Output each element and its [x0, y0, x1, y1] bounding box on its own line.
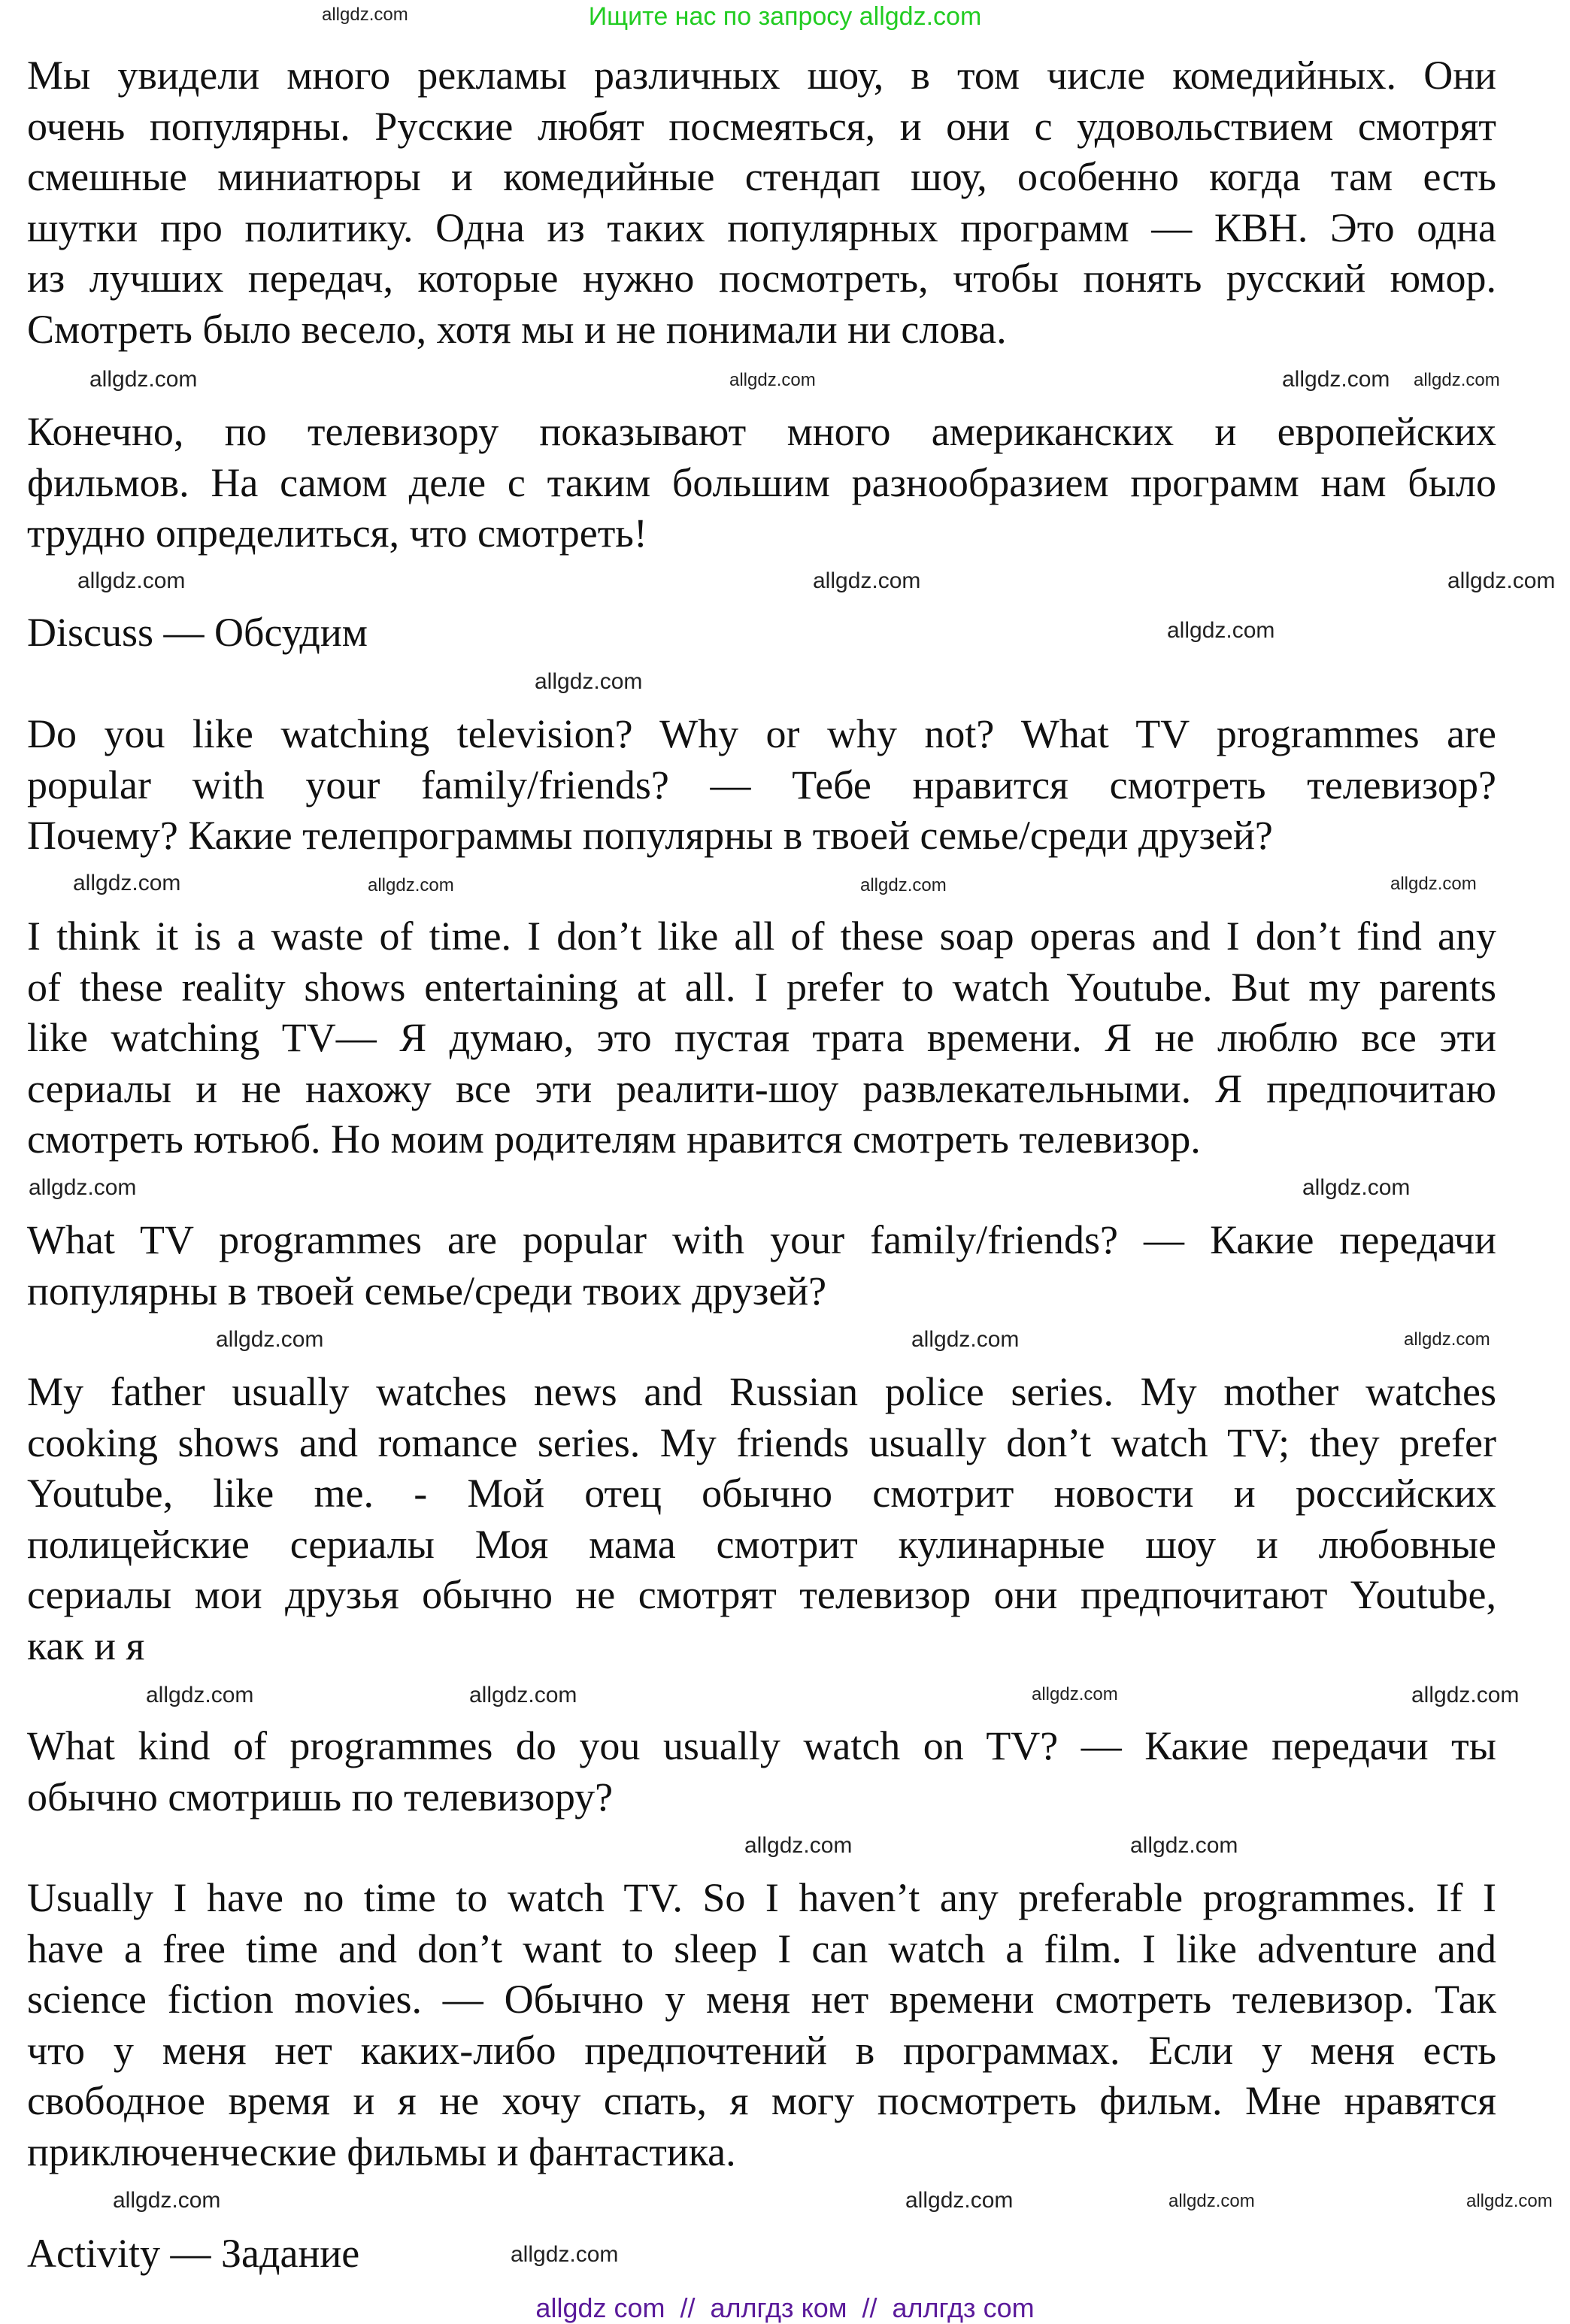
text-line: My father usually watches news and Russian police series. My mother watches — [27, 1369, 1496, 1414]
text-line: смотреть ютьюб. Но моим родителям нравится смотреть телевизор. — [27, 1117, 1201, 1162]
paragraph — [27, 407, 1496, 559]
text-line: popular with your family/friends? — Тебе нравится смотреть телевизор? — [27, 762, 1496, 807]
paragraph — [27, 1215, 1496, 1317]
watermark: allgdz.com — [1168, 2191, 1255, 2211]
text-line: смешные миниатюры и комедийные стендап шоу, особенно когда там есть — [27, 154, 1496, 199]
text-line: фильмов. На самом деле с таким большим разнообразием программ нам было — [27, 459, 1496, 505]
text-line: Конечно, по телевизору показывают много американских и европейских — [27, 409, 1496, 454]
text-line: I think it is a waste of time. I don’t like all of these soap operas and I don’t find any — [27, 914, 1496, 959]
paragraph — [27, 1873, 1496, 2177]
watermark: allgdz.com — [1282, 367, 1390, 392]
paragraph — [27, 1367, 1496, 1671]
watermark: allgdz.com — [29, 1175, 137, 1200]
text-line: science fiction movies. — Обычно у меня нет времени смотреть телевизор. Так — [27, 1977, 1496, 2022]
text-line: Do you like watching television? Why or why not? What TV programmes are — [27, 711, 1496, 756]
watermark: allgdz.com — [511, 2242, 619, 2267]
text-line: сериалы и не нахожу все эти реалити-шоу развлекательными. Я предпочитаю — [27, 1065, 1496, 1111]
text-line: трудно определиться, что смотреть! — [27, 511, 647, 556]
text-line: популярны в твоей семье/среди твоих друзей? — [27, 1268, 827, 1313]
watermark: allgdz.com — [322, 5, 408, 25]
watermark: allgdz.com — [77, 568, 186, 593]
text-line: cooking shows and romance series. My friends usually don’t watch TV; they prefer — [27, 1420, 1496, 1465]
heading-activity: Activity — Задание — [27, 2231, 360, 2276]
paragraph — [27, 911, 1496, 1165]
watermark: allgdz.com — [1404, 1329, 1490, 1350]
watermark: allgdz.com — [216, 1327, 324, 1352]
text-line: Смотреть было весело, хотя мы и не понимали ни слова. — [27, 306, 1007, 352]
text-line: очень популярны. Русские любят посмеяться, и они с удовольствием смотрят — [27, 103, 1496, 149]
watermark: allgdz.com — [535, 669, 643, 694]
text-line: like watching TV— Я думаю, это пустая трата времени. Я не люблю все эти — [27, 1015, 1496, 1060]
watermark: allgdz.com — [744, 1833, 853, 1858]
watermark: allgdz.com — [813, 568, 921, 593]
footer-links[interactable]: allgdz com // аллгдз ком // аллгдз com — [535, 2292, 1035, 2323]
text-line: как и я — [27, 1623, 145, 1668]
watermark: allgdz.com — [1390, 874, 1477, 894]
text-line: шутки про политику. Одна из таких популярных программ — КВН. Это одна — [27, 205, 1496, 250]
watermark: allgdz.com — [860, 875, 947, 895]
watermark: allgdz.com — [911, 1327, 1020, 1352]
watermark: allgdz.com — [1130, 1833, 1238, 1858]
text-line: полицейские сериалы Моя мама смотрит кулинарные шоу и любовные — [27, 1521, 1496, 1567]
watermark: allgdz.com — [89, 367, 198, 392]
watermark: allgdz.com — [1447, 568, 1556, 593]
text-line: Usually I have no time to watch TV. So I haven’t any preferable programmes. If I — [27, 1875, 1496, 1920]
paragraph — [27, 50, 1496, 355]
text-line: of these reality shows entertaining at all. I prefer to watch Youtube. But my parents — [27, 964, 1496, 1010]
text-line: Почему? Какие телепрограммы популярны в твоей семье/среди друзей? — [27, 813, 1273, 858]
search-banner-link[interactable]: Ищите нас по запросу allgdz.com — [588, 2, 982, 31]
watermark: allgdz.com — [146, 1683, 254, 1707]
text-line: What TV programmes are popular with your family/friends? — Какие передачи — [27, 1217, 1496, 1262]
text-line: сериалы мои друзья обычно не смотрят телевизор они предпочитают Youtube, — [27, 1572, 1496, 1617]
paragraph — [27, 709, 1496, 862]
text-line: What kind of programmes do you usually watch on TV? — Какие передачи ты — [27, 1723, 1496, 1768]
text-line: приключенческие фильмы и фантастика. — [27, 2129, 736, 2174]
watermark: allgdz.com — [905, 2188, 1014, 2213]
watermark: allgdz.com — [368, 875, 454, 895]
text-line: свободное время и я не хочу спать, я могу посмотреть фильм. Мне нравятся — [27, 2078, 1496, 2123]
heading-discuss: Discuss — Обсудим — [27, 610, 368, 655]
watermark: allgdz.com — [1411, 1683, 1520, 1707]
watermark: allgdz.com — [73, 871, 181, 895]
watermark: allgdz.com — [1167, 618, 1275, 643]
watermark: allgdz.com — [729, 370, 816, 390]
text-line: из лучших передач, которые нужно посмотреть, чтобы понять русский юмор. — [27, 256, 1496, 301]
watermark: allgdz.com — [1466, 2191, 1553, 2211]
text-line: Youtube, like me. - Мой отец обычно смотрит новости и российских — [27, 1471, 1496, 1516]
text-line: обычно смотришь по телевизору? — [27, 1774, 614, 1820]
watermark: allgdz.com — [1032, 1684, 1118, 1704]
paragraph — [27, 1721, 1496, 1823]
watermark: allgdz.com — [1414, 370, 1500, 390]
text-line: Мы увидели много рекламы различных шоу, в том числе комедийных. Они — [27, 53, 1496, 98]
text-line: have a free time and don’t want to sleep I can watch a film. I like adventure and — [27, 1926, 1496, 1971]
watermark: allgdz.com — [1302, 1175, 1411, 1200]
text-line: что у меня нет каких-либо предпочтений в программах. Если у меня есть — [27, 2027, 1496, 2073]
watermark: allgdz.com — [469, 1683, 577, 1707]
watermark: allgdz.com — [113, 2188, 221, 2213]
